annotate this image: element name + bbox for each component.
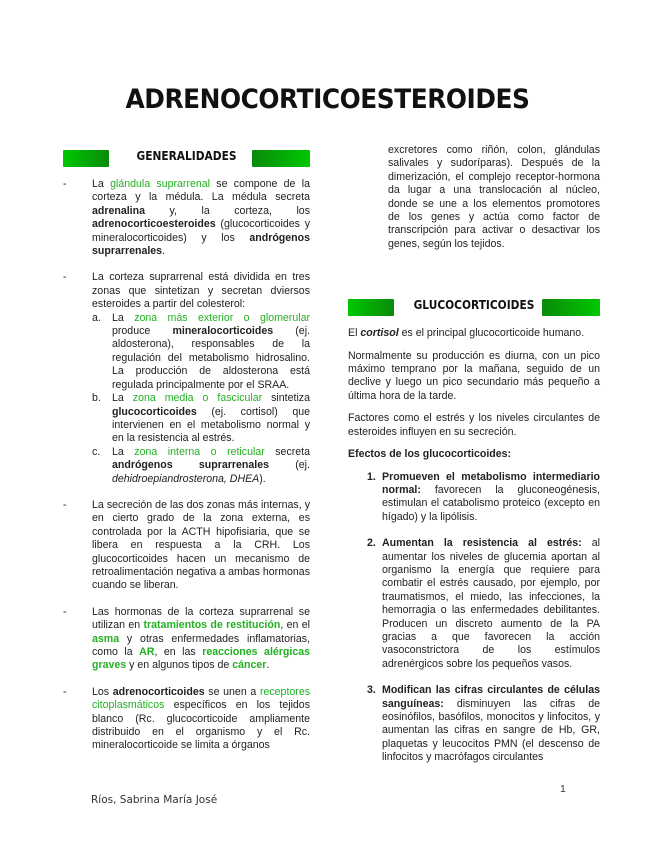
text-run: zona interna o reticular [134, 445, 265, 458]
text-run: . [162, 245, 166, 258]
bullet-dash: - [63, 685, 67, 698]
text-run: Los [92, 685, 113, 698]
text-run: cáncer [232, 659, 267, 672]
text-run: , en el [280, 619, 311, 632]
list-item [63, 606, 310, 673]
item-text [92, 178, 310, 258]
effects-list [348, 471, 600, 765]
bullet-dash: - [63, 605, 67, 618]
text-run: Las hormonas de la corteza suprarrenal se utilizan en [92, 605, 310, 632]
text-run: adrenocorticoides [112, 685, 205, 698]
item-text [92, 271, 310, 311]
bullet-dash: - [63, 498, 67, 511]
text-run: Efectos de los glucocorticoides: [348, 448, 512, 461]
effect-number: 2. [367, 537, 376, 550]
text-run: andrógenos suprarrenales [112, 459, 269, 472]
effect-item [348, 471, 600, 525]
item-text [92, 606, 310, 673]
text-run: específicos en los tejidos blanco (Rc. glucocorticoide ampliamente distribuido en el organismo y el Rc. mineralocorticoide se limita a órganos [92, 699, 310, 752]
text-run: Normalmente su producción es diurna, con un pico máximo temprano por la mañana, seguido de un declive y luego un pico secundario más pequeño a última hora de la tarde. [348, 349, 600, 402]
text-run: secreta [264, 445, 310, 458]
text-run: y en algunos tipos de [126, 659, 233, 672]
effect-number: 1. [367, 470, 376, 483]
continuation-paragraph: excretores como riñón, colon, glándulas salivales y sudoríparas). Después de la dimerización, el complejo receptor-hormona da lugar a una translocación al núcleo, donde se une a los elementos promotores de los genes y actúa como factor de transcripción para activar o desactivar los genes, según los tejidos. [388, 144, 600, 250]
page-title: ADRENOCORTICOESTEROIDES [125, 84, 530, 115]
text-run: Factores como el estrés y los niveles circulantes de esteroides influyen en su secreción. [348, 412, 600, 438]
bullet-dash: - [63, 271, 67, 284]
sub-item [92, 446, 310, 486]
paragraph [348, 350, 600, 404]
list-item [63, 499, 310, 593]
text-run: La [112, 392, 133, 405]
list-item [63, 178, 310, 258]
text-run: se compone de la corteza y la médula. La médula secreta [92, 178, 310, 204]
text-run: (ej. aldosterona), responsables de la regulación del metabolismo hidrosalino. La producción de aldosterona está regulada principalmente por el SRAA. [112, 325, 310, 391]
section-heading: GENERALIDADES [136, 148, 237, 163]
text-run: dehidroepiandrosterona, DHEA [112, 472, 260, 485]
text-run: reacciones alérgicas graves [92, 646, 310, 672]
left-column [63, 148, 310, 766]
bullet-list [63, 178, 310, 753]
text-run: La [92, 178, 111, 190]
text-run: Promueven el metabolismo intermediario normal: [382, 470, 600, 496]
text-run: AR [139, 646, 155, 658]
effect-number: 3. [367, 684, 376, 697]
right-column [348, 144, 600, 778]
sub-item-letter: b. [92, 392, 101, 405]
text-run: y otras enfermedades inflamatorias, como la [92, 632, 310, 658]
text-run: mineralocorticoides [172, 325, 274, 338]
text-run: sintetiza [262, 392, 310, 405]
text-run: zona media o fascicular [132, 392, 263, 405]
text-run: disminuyen las cifras de eosinófilos, basófilos, monocitos y linfocitos, y aumentan las cifras en sangre de Hb, GR, plaquetas y leucocitos PMN (el descenso de linfocitos y macrófagos circulantes [382, 697, 600, 764]
section-heading: GLUCOCORTICOIDES [413, 297, 535, 313]
text-run: glucocorticoides [112, 405, 197, 418]
bullet-dash: - [63, 178, 67, 190]
text-run: andrógenos suprarrenales [92, 231, 310, 258]
item-text [92, 499, 310, 593]
text-run: ). [259, 472, 266, 485]
text-run: Aumentan la resistencia al estrés: [382, 537, 582, 550]
effect-item [348, 537, 600, 671]
text-run: adrenalina [92, 204, 145, 217]
sub-item-letter: c. [92, 445, 101, 458]
sub-item [92, 312, 310, 392]
text-run: zona más exterior o glomerular [134, 311, 310, 324]
text-run: al aumentar los niveles de glucemia aportan al organismo la energía que requiere para combatir el estrés causado, por ejemplo, por traumatismos, el miedo, las infecciones, la hemorragia o las enfermedades debilitantes. Producen un discreto aumento de la PA gracias a que favorecen la acción vasoconstrictora de los estímulos adrenérgicos sobre los pequeños vasos. [382, 537, 600, 670]
text-run: La secreción de las dos zonas más internas, y en cierto grado de la zona externa, es controlada por la ACTH hipofisiaria, que se libera en respuesta a la CRH. Los glucocorticoides hacen un mecanismo de retroalimentación negativa a ambas hormonas cuando se liberan. [92, 498, 310, 592]
author-name: Ríos, Sabrina María José [91, 794, 218, 806]
text-run: . [266, 659, 270, 672]
text-run: glándula suprarrenal [110, 178, 211, 190]
text-run: adrenocorticoesteroides [92, 218, 216, 231]
page-number: 1 [560, 783, 566, 795]
sub-item [92, 392, 310, 446]
section-banner-glucocorticoides [348, 297, 600, 317]
list-item [63, 686, 310, 753]
text-run: se unen a [204, 685, 260, 698]
text-run: La [112, 311, 135, 324]
paragraph [348, 327, 600, 340]
effect-item [348, 684, 600, 764]
text-run: y, la corteza, los [145, 204, 310, 217]
text-run: (ej. [268, 459, 310, 472]
text-run: es el principal glucocorticoide humano. [398, 327, 585, 340]
text-run: asma [92, 632, 120, 645]
text-run: Modifican las cifras circulantes de células sanguíneas: [382, 684, 600, 710]
item-text [92, 686, 310, 753]
text-run: tratamientos de restitución [143, 619, 281, 632]
paragraph-group [348, 327, 600, 461]
paragraph [348, 412, 600, 439]
text-run: favorecen la gluconeogénesis, estimulan el catabolismo proteico (excepto en hígado) y la lipólisis. [382, 483, 600, 523]
paragraph [348, 448, 600, 461]
text-run: receptores citoplasmáticos [92, 685, 311, 712]
text-run: El [348, 327, 361, 340]
text-run: La [112, 445, 135, 458]
text-run: cortisol [360, 327, 399, 340]
list-item [63, 271, 310, 486]
text-run: La corteza suprarrenal está dividida en tres zonas que sintetizan y secretan dviersos esteroides a partir del colesterol: [92, 271, 310, 311]
text-run: (ej. cortisol) que intervienen en el metabolismo normal y en la resistencia al estrés. [112, 405, 310, 445]
text-run: (glucocorticoides y mineralocorticoides) y los [92, 218, 310, 244]
text-run: produce [112, 325, 173, 338]
text-run: , en las [154, 646, 203, 658]
sub-item-letter: a. [92, 311, 101, 324]
section-banner-generalidades [63, 148, 310, 168]
